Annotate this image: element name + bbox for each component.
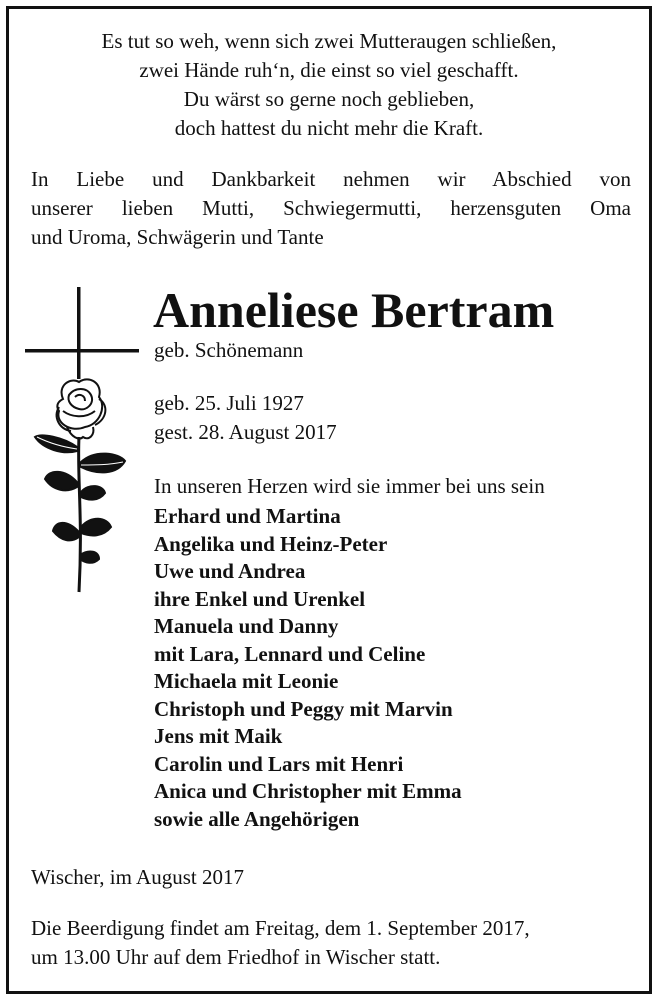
place-date: Wischer, im August 2017 [31, 865, 244, 889]
cross-and-rose [19, 287, 144, 597]
intro-line: In Liebe und Dankbarkeit nehmen wir Abschied von [31, 167, 631, 191]
mourner-line: ihre Enkel und Urenkel [154, 586, 366, 611]
mourner-line: Carolin und Lars mit Henri [154, 751, 404, 776]
mourner-line: Christoph und Peggy mit Marvin [154, 696, 453, 721]
mourner-line: Jens mit Maik [154, 724, 283, 748]
funeral-line: um 13.00 Uhr auf dem Friedhof in Wischer statt. [31, 945, 441, 969]
funeral-line: Die Beerdigung findet am Freitag, dem 1. September 2017, [31, 916, 530, 940]
mourner-line: Uwe und Andrea [154, 559, 306, 583]
mourners-list [154, 503, 462, 833]
maiden-name: geb. Schönemann [154, 338, 304, 362]
poem-line: doch hattest du nicht mehr die Kraft. [174, 116, 484, 140]
poem-line: Es tut so weh, wenn sich zwei Mutteraugen schließen, [101, 29, 557, 53]
deceased-name: Anneliese Bertram [153, 282, 555, 338]
intro-line: unserer lieben Mutti, Schwiegermutti, herzensguten Oma [31, 196, 631, 220]
obituary-frame [6, 6, 652, 994]
mourner-line: Anica und Christopher mit Emma [154, 779, 462, 803]
poem-line: zwei Hände ruh‘n, die einst so viel geschafft. [139, 58, 519, 82]
cross-icon [25, 287, 139, 379]
intro-text [31, 165, 631, 252]
funeral-notice [31, 914, 631, 972]
mourner-line: Manuela und Danny [154, 614, 339, 638]
mourner-line: Angelika und Heinz-Peter [154, 531, 388, 556]
mourner-line: Michaela mit Leonie [154, 669, 339, 693]
mourner-line: mit Lara, Lennard und Celine [154, 641, 426, 666]
life-dates [154, 389, 337, 447]
poem [9, 27, 649, 143]
death-date: gest. 28. August 2017 [154, 420, 337, 444]
intro-line: und Uroma, Schwägerin und Tante [31, 225, 324, 249]
rose-icon [35, 379, 125, 592]
mourner-line: sowie alle Angehörigen [154, 806, 360, 831]
mourner-line: Erhard und Martina [154, 504, 341, 528]
memorial-line: In unseren Herzen wird sie immer bei uns sein [154, 474, 545, 498]
poem-line: Du wärst so gerne noch geblieben, [183, 87, 475, 111]
birth-date: geb. 25. Juli 1927 [154, 391, 304, 415]
